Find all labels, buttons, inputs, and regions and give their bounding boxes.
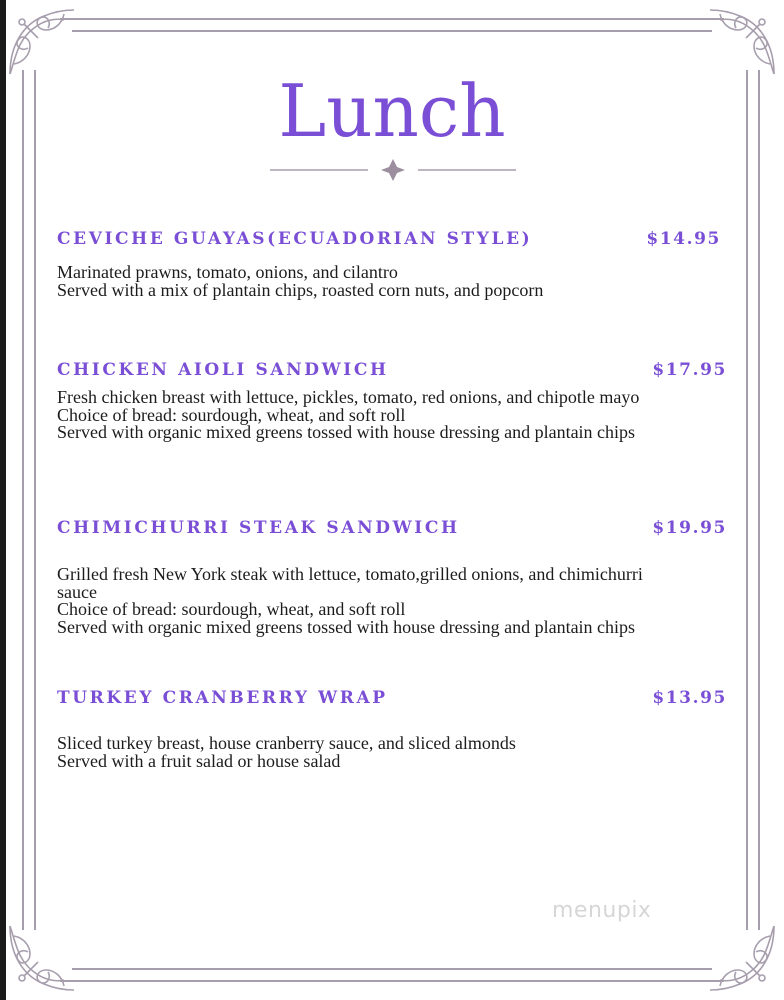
- menu-item-name: TURKEY CRANBERRY WRAP: [57, 688, 388, 708]
- description-line: Grilled fresh New York steak with lettuce, tomato,grilled onions, and chimichurri sauce: [57, 564, 643, 602]
- description-line: Served with a mix of plantain chips, roasted corn nuts, and popcorn: [57, 279, 544, 300]
- menu-item-price: $14.95: [646, 229, 721, 249]
- watermark-logo: menupix: [552, 898, 652, 923]
- description-line: Sliced turkey breast, house cranberry sauce, and sliced almonds: [57, 733, 516, 753]
- frame-right-outer: [758, 70, 760, 930]
- description-line: Fresh chicken breast with lettuce, pickles, tomato, red onions, and chipotle mayo: [57, 387, 640, 407]
- menu-item-price: $17.95: [652, 360, 727, 380]
- frame-left-inner: [34, 70, 36, 930]
- ornament-corner-bottom-left-icon: [4, 922, 78, 996]
- menu-item-description: [57, 735, 697, 770]
- description-line: Marinated prawns, tomato, onions, and cilantro: [57, 262, 398, 282]
- menu-item-price: $13.95: [652, 688, 727, 708]
- description-line: Served with organic mixed greens tossed with house dressing and plantain chips: [57, 422, 636, 442]
- page-title: Lunch: [278, 69, 506, 153]
- menu-item: [57, 360, 727, 490]
- menu-item: [57, 518, 727, 658]
- frame-bottom-inner: [72, 968, 712, 970]
- menu-item-price: $19.95: [652, 518, 727, 538]
- menu-item-name: CHIMICHURRI STEAK SANDWICH: [57, 518, 460, 538]
- frame-top-inner: [72, 30, 712, 32]
- frame-right-inner: [746, 70, 748, 930]
- description-line: Choice of bread: sourdough, wheat, and soft roll: [57, 404, 406, 425]
- frame-left-outer: [22, 70, 24, 930]
- menu-item: [57, 229, 727, 319]
- menu-item-description: [57, 264, 697, 299]
- menu-item-description: [57, 389, 687, 442]
- menu-item-name: CHICKEN AIOLI SANDWICH: [57, 360, 389, 380]
- frame-bottom-outer: [60, 980, 724, 982]
- menu-item: [57, 688, 727, 778]
- description-line: Choice of bread: sourdough, wheat, and soft roll: [57, 599, 406, 619]
- menu-item-name: CEVICHE GUAYAS(ECUADORIAN STYLE): [57, 229, 533, 249]
- description-line: Served with organic mixed greens tossed with house dressing and plantain chips: [57, 616, 636, 637]
- menu-item-description: [57, 566, 687, 636]
- description-line: Served with a fruit salad or house salad: [57, 750, 341, 771]
- frame-top-outer: [60, 18, 724, 20]
- diamond-star-divider-icon: [270, 156, 516, 186]
- ornament-corner-bottom-right-icon: [706, 922, 780, 996]
